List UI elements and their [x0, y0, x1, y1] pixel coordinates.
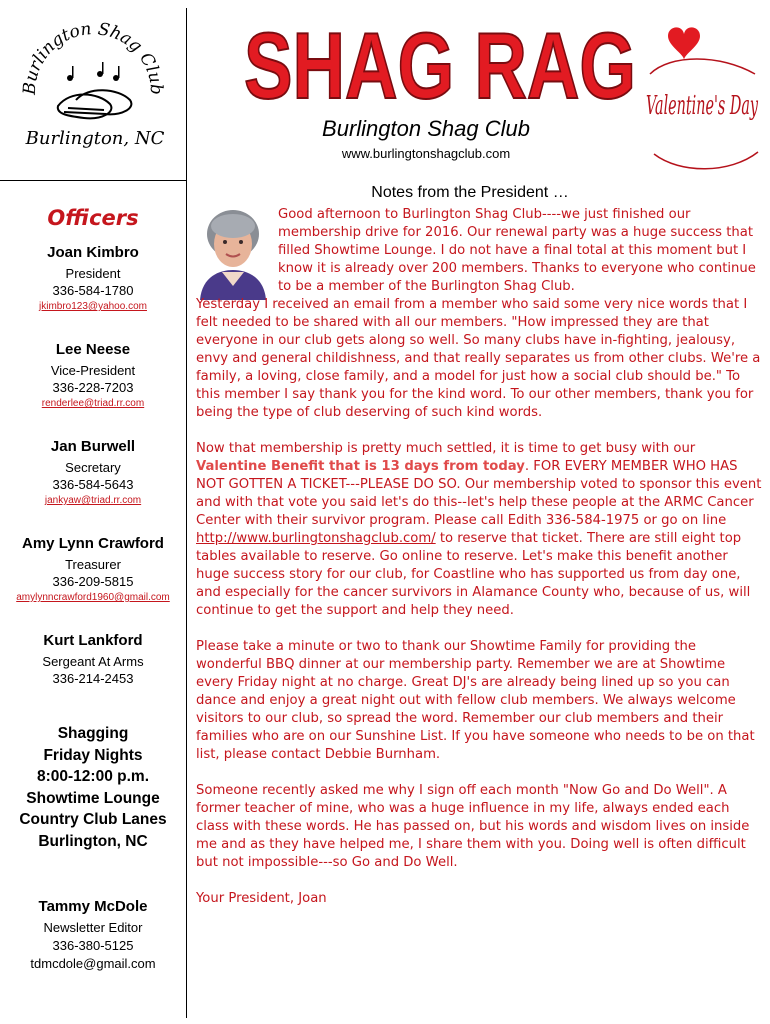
article-paragraph: Please take a minute or two to thank our Showtime Family for providing the wonderful BBQ dinner at our membership party. Remember we are at Showtime every Friday night at no charge. Great DJ's are already being lined up so you can dance and enjoy a great night out with fellow club members. We always welcome visitors to our club, so spread the word. Remember our club members and their families who are on our Sunshine List. If you have someone who needs to be on that list, please contact Debbie Burnham.	[196, 639, 755, 762]
header-divider	[0, 180, 186, 181]
officer-phone: 336-214-2453	[52, 671, 134, 686]
notes-title: Notes from the President …	[371, 184, 569, 201]
officer-entry	[0, 535, 186, 606]
officer-name: Kurt Lankford	[43, 632, 143, 649]
officer-role: Vice-President	[50, 363, 136, 378]
officer-role: Treasurer	[65, 557, 121, 572]
officer-name: Lee Neese	[55, 341, 131, 358]
officer-email[interactable]: jankyaw@triad.rr.com	[44, 495, 142, 506]
website-link[interactable]: www.burlingtonshagclub.com	[341, 146, 511, 161]
article-paragraph: Yesterday I received an email from a member who said some very nice words that I felt needed to be shared with all our members. "How impressed they are that everyone in our club gets along so well. So many clubs have in-fighting, jealousy, envy and general childishness, and that really separates us from other clubs. We're a family, a loving, close family, and a model for just how a social club should be." To this member I say thank you for the kind word. To our other members, thank you for being the type of club deserving of such kind words.	[196, 297, 761, 420]
officer-phone: 336-584-1780	[52, 283, 134, 298]
officer-name: Jan Burwell	[50, 438, 136, 455]
event-line: 8:00-12:00 p.m.	[37, 768, 149, 785]
officer-email[interactable]: renderlee@triad.rr.com	[41, 398, 145, 409]
article-paragraph	[196, 440, 764, 620]
music-notes-icon	[67, 62, 120, 81]
masthead-title	[240, 13, 640, 118]
event-info	[0, 723, 186, 852]
officer-role: Secretary	[65, 460, 121, 475]
heart-icon	[668, 27, 700, 60]
shag-shoes-icon	[58, 90, 132, 118]
officers-sidebar	[0, 200, 186, 973]
officer-email[interactable]: jkimbro123@yahoo.com	[39, 301, 147, 312]
officer-name: Amy Lynn Crawford	[22, 535, 164, 552]
president-article	[196, 206, 764, 926]
officer-role: Sergeant At Arms	[42, 654, 144, 669]
article-text: Now that membership is pretty much settled, it is time to get busy with our	[196, 441, 696, 456]
officer-entry	[0, 438, 186, 509]
logo-arc-text: Burlington Shag Club	[19, 19, 167, 96]
officer-name: Joan Kimbro	[47, 244, 139, 261]
club-name: Burlington Shag Club	[322, 116, 530, 141]
event-line: Shagging	[57, 725, 129, 742]
event-line: Burlington, NC	[38, 832, 148, 850]
benefit-highlight: Valentine Benefit that is 13 days from today	[196, 459, 525, 474]
editor-role: Newsletter Editor	[43, 920, 143, 935]
article-text: to reserve that ticket. There are still eight top tables available to reserve. Go online to reserve. Let's make this benefit another huge success story for our club, for Coastline who has supported us from day one, and especially for the cancer survivors in Alamance County who, because of us, will continue to get the support and help they need.	[196, 531, 751, 618]
event-line: Friday Nights	[43, 746, 143, 764]
logo-city: Burlington, NC	[25, 128, 165, 149]
event-line: Showtime Lounge	[26, 789, 160, 807]
officer-email[interactable]: amylynncrawford1960@gmail.com	[16, 592, 170, 603]
club-website-link[interactable]: http://www.burlingtonshagclub.com/	[196, 531, 436, 546]
column-divider	[186, 8, 187, 1018]
article-text: . FOR EVERY MEMBER WHO HAS NOT GOTTEN A TICKET---PLEASE DO SO. Our membership voted to sponsor this event and with that vote you said let's do this--let's help these people at the ARMC Cancer Center with their survivor program. Please call Edith 336-584-1975 or go on line	[196, 459, 762, 528]
officer-entry	[0, 632, 186, 687]
officer-phone: 336-228-7203	[52, 380, 134, 395]
editor-phone: 336-380-5125	[52, 938, 134, 953]
officer-phone: 336-584-5643	[52, 477, 134, 492]
officers-title: Officers	[47, 206, 139, 230]
editor-email[interactable]: tdmcdole@gmail.com	[30, 956, 156, 971]
officer-phone: 336-209-5815	[52, 574, 134, 589]
article-paragraph: Good afternoon to Burlington Shag Club----we just finished our membership drive for 2016. Our renewal party was a huge success that filled Showtime Lounge. I do not have a final total at this moment but I know it is already over 200 members. Thanks to everyone who continue to be a member of the Burlington Shag Club.	[278, 207, 756, 294]
signoff: Your President, Joan	[196, 891, 327, 906]
masthead-text: SHAG RAG	[244, 13, 636, 118]
editor-entry	[0, 898, 186, 973]
officer-entry	[0, 341, 186, 412]
officer-role: President	[65, 266, 121, 281]
valentine-graphic	[640, 14, 765, 184]
valentine-text: Valentine's Day	[646, 91, 759, 121]
article-paragraph: Someone recently asked me why I sign off each month "Now Go and Do Well". A former teacher of mine, who was a huge influence in my life, always ended each class with these words. He has passed on, but his words and wisdom lives on inside me and as they have helped me, I share them with you. Doing well is often difficult but not impossible---so Go and Do Well.	[196, 783, 750, 870]
event-line: Country Club Lanes	[19, 811, 167, 828]
officer-entry	[0, 244, 186, 315]
editor-name: Tammy McDole	[38, 898, 148, 915]
